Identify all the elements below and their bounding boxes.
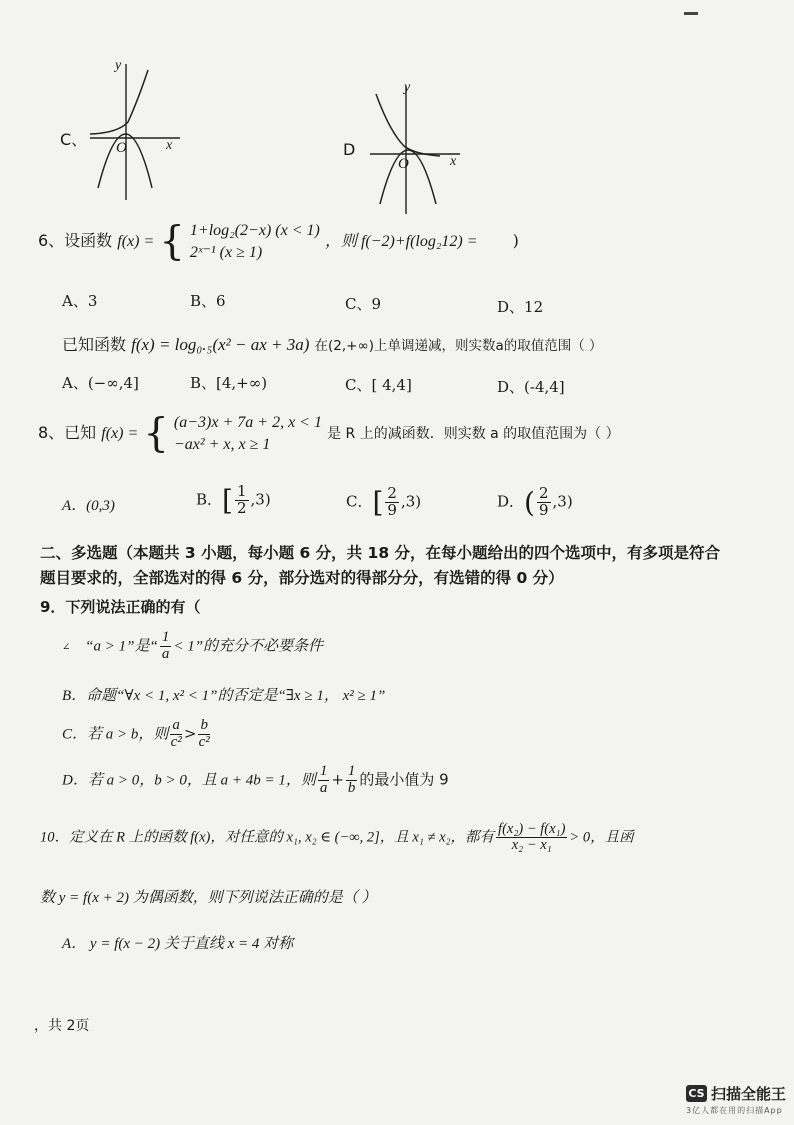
camscanner-logo-icon: CS xyxy=(686,1085,707,1102)
q7-text-a: 已知函数 xyxy=(62,335,127,354)
q8-option-d: D．( $\frac{2}{9}$ ,3) xyxy=(497,484,573,519)
graph-c-label: C、 xyxy=(60,130,88,149)
graph-c-y-label: y xyxy=(115,58,122,73)
q7-option-b: B、[4,+∞) xyxy=(190,374,268,392)
q9-option-d: D．若 a > 0，b > 0，且 a + 4b = 1，则 $\frac{1}{a}$ + $\frac{1}{b}$ 的最小值为 9 xyxy=(62,763,449,796)
q10-stem xyxy=(40,822,634,853)
q6-pieces xyxy=(190,220,320,263)
q6-piece2: 2ˣ⁻¹ (x ≥ 1) xyxy=(189,243,263,261)
q8-stem: 8、已知 f(x) = { (a−3)x + 7a + 2, x < 1 −ax² + x, x ≥ 1 是 R 上的减函数．则实数 a 的取值范围为（ ） xyxy=(38,410,620,457)
q7-stem xyxy=(62,332,603,355)
q9-option-d-frac1: $\frac{1}{a}$ xyxy=(319,763,328,796)
q8-stem-b: 是 R 上的减函数．则实数 a 的取值范围为（ ） xyxy=(327,426,620,443)
q8-piece1: (a−3)x + 7a + 2, x < 1 xyxy=(173,414,322,431)
q10-line2: 数 y = f(x + 2) 为偶函数，则下列说法正确的是（ ） xyxy=(40,890,377,906)
q9-option-a: ∠ “a > 1”是“ $\frac{1}{a}$ < 1”的充分不必要条件 xyxy=(62,629,324,662)
q9-option-c-frac2: $\frac{b}{\text{c²}}$ xyxy=(198,717,210,750)
q9-stem: 9．下列说法正确的有（ xyxy=(40,598,201,616)
graph-d xyxy=(368,82,468,217)
q10-frac: $\frac{\text{f(x₂) − f(x₁)}}{\text{x₂ − x₁}}$ xyxy=(498,821,566,854)
camscanner-name: 扫描全能王 xyxy=(711,1085,787,1103)
q8-option-d-frac: $\frac{2}{9}$ xyxy=(538,484,549,519)
q8-piece2: −ax² + x, x ≥ 1 xyxy=(173,435,271,453)
q9-option-c: C．若 a > b，则 $\frac{a}{\text{c²}}$ > $\frac{b}{\text{c²}}$ xyxy=(62,717,210,750)
q9-option-a-frac: $\frac{1}{a}$ xyxy=(161,629,170,662)
q7-text-b: 在(2,+∞)上单调递减，则实数a的取值范围（ ） xyxy=(314,338,603,354)
q7-option-c: C、[ 4,4] xyxy=(345,376,412,394)
q9-option-d-frac2: $\frac{1}{b}$ xyxy=(347,763,356,796)
graph-c-x-label: x xyxy=(166,138,173,153)
scan-mark xyxy=(684,12,698,15)
graph-c xyxy=(88,60,188,205)
section2-line1: 二、多选题（本题共 3 小题，每小题 6 分，共 18 分，在每小题给出的四个选项中，有多项是符合 xyxy=(40,544,721,562)
graph-d-y-label: y xyxy=(404,80,411,95)
q8-stem-a: 8、已知 xyxy=(38,423,97,443)
q6-brace: { xyxy=(159,218,185,265)
section2-line2: 题目要求的，全部选对的得 6 分，部分选对的得部分分，有选错的得 0 分） xyxy=(40,569,564,587)
camscanner-tagline: 3亿人都在用的扫描App xyxy=(686,1106,783,1115)
q8-brace: { xyxy=(143,410,169,457)
q6-option-b: B、6 xyxy=(190,292,226,310)
q9-option-c-frac1: $\frac{a}{\text{c²}}$ xyxy=(170,717,182,750)
q9-option-b: B．命题“∀x < 1, x² < 1”的否定是“∃x ≥ 1， x² ≥ 1” xyxy=(62,688,386,704)
graph-d-origin: O xyxy=(398,156,409,172)
q8-option-a: A．(0,3) xyxy=(62,498,115,514)
q8-option-c-frac: $\frac{2}{9}$ xyxy=(387,484,397,519)
q8-option-c: C．[ $\frac{2}{9}$ ,3) xyxy=(346,484,422,519)
q8-option-b: B．[ $\frac{1}{2}$ ,3) xyxy=(196,482,271,517)
graph-d-exp-curve xyxy=(376,94,440,156)
q6-option-d: D、12 xyxy=(497,298,544,316)
q6-stem: 6、设函数 f(x) = { 1+log₂(2−x) (x < 1) 2ˣ⁻¹ (x ≥ 1) ，则 f(−2)+f(log₂12) = ) xyxy=(38,218,519,265)
q6-stem-a: 6、设函数 xyxy=(38,231,113,251)
graph-c-exp-curve xyxy=(90,70,148,134)
q10-stem-b: > 0，且函 xyxy=(569,829,634,846)
q7-option-a: A、(−∞,4] xyxy=(62,374,139,392)
graph-c-origin: O xyxy=(116,140,127,156)
q6-stem-b: ，则 f(−2)+f(log₂12) = xyxy=(324,233,478,251)
q6-option-a: A、3 xyxy=(62,292,98,310)
q6-piece1: 1+log₂(2−x) (x < 1) xyxy=(189,222,320,239)
graph-d-x-label: x xyxy=(450,154,457,169)
q6-option-c: C、9 xyxy=(345,295,382,313)
graph-d-label: D xyxy=(343,140,356,159)
q8-pieces xyxy=(174,412,322,455)
q7-formula: f(x) = log₀.₅(x² − ax + 3a) xyxy=(131,335,310,354)
q8-option-b-frac: $\frac{1}{2}$ xyxy=(236,482,247,517)
page-footer: ，共 2页 xyxy=(34,1018,90,1034)
q10-option-a: A． y = f(x − 2) 关于直线 x = 4 对称 xyxy=(62,936,294,952)
q10-stem-a: 10．定义在 R 上的函数 f(x)，对任意的 x₁, x₂ ∈ (−∞, 2]，且 x₁ ≠ x₂，都有 xyxy=(40,829,495,846)
q6-paren: ) xyxy=(512,231,519,251)
q7-option-d: D、(-4,4] xyxy=(497,378,565,396)
